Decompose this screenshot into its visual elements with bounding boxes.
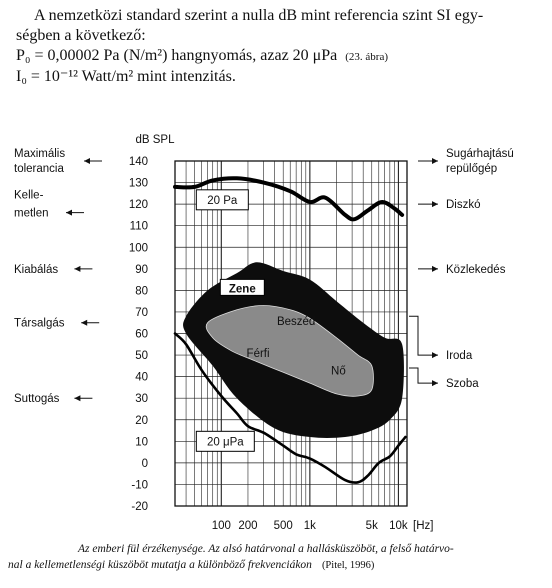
x-tick-label: 100: [211, 520, 231, 532]
left-arrow-head: [74, 266, 80, 272]
right-label: Iroda: [446, 350, 473, 363]
music-label: Zene: [228, 283, 256, 296]
left-arrow-head: [74, 395, 80, 401]
figure-caption: [8, 541, 548, 574]
left-label: Kelle-: [14, 189, 44, 202]
y-tick-label: 140: [128, 156, 148, 168]
caption-line-2-text: nal a kellemetlenségi küszöböt mutatja a különböző frekvenciákon: [8, 559, 312, 571]
x-tick-label: 200: [238, 520, 258, 532]
y-tick-label: 50: [135, 350, 148, 363]
chart-areas: [183, 262, 404, 438]
upper-threshold-label: 20 Pa: [207, 194, 238, 207]
y-tick-label: 130: [128, 177, 148, 190]
y-tick-label: 90: [135, 263, 148, 276]
office-arrow-head: [432, 352, 438, 358]
left-label: Maximális: [14, 148, 66, 160]
right-label: repülőgép: [446, 163, 498, 175]
intro-line-4: I₀ = 10⁻¹² Watt/m² mint intenzitás.: [16, 68, 236, 85]
right-label: Közlekedés: [446, 263, 506, 276]
room-bracket: [409, 368, 438, 383]
left-label: Társalgás: [14, 317, 65, 330]
y-tick-label: 70: [135, 306, 148, 319]
room-arrow-head: [432, 380, 438, 386]
x-axis-unit: [Hz]: [413, 520, 434, 532]
y-axis-label: dB SPL: [135, 134, 175, 146]
right-arrow-head: [432, 201, 438, 207]
y-tick-label: 120: [128, 199, 148, 212]
right-label: Szoba: [446, 378, 479, 391]
caption-line-2: [8, 557, 548, 574]
y-tick-label: -20: [131, 501, 148, 513]
y-tick-label: 10: [135, 436, 148, 449]
right-arrow-head: [432, 266, 438, 272]
left-label: tolerancia: [14, 163, 64, 175]
y-tick-label: 80: [135, 285, 148, 298]
right-label: Sugárhajtású: [446, 148, 514, 160]
caption-line-1: Az emberi fül érzékenysége. Az alsó határvonal a hallásküszöböt, a felső határvo-: [78, 543, 454, 555]
left-label: Kiabálás: [14, 263, 59, 276]
speech-label: Beszéd: [276, 315, 316, 328]
right-arrow-head: [432, 158, 438, 164]
left-arrow-head: [84, 158, 90, 164]
left-arrow-head: [81, 320, 87, 326]
y-tick-label: 40: [135, 371, 148, 384]
male-label: Férfi: [246, 348, 270, 361]
y-tick-label: 60: [135, 328, 148, 341]
left-label: metlen: [14, 207, 49, 220]
reference-pressure: P₀ = 0,00002 Pa (N/m²) hangnyomás, azaz 20 μPa: [16, 47, 338, 64]
left-label: Suttogás: [14, 393, 60, 406]
intro-line-2: ségben a következő:: [16, 27, 146, 44]
y-tick-label: 100: [128, 242, 148, 255]
left-arrow-head: [66, 210, 72, 216]
x-tick-label: 1k: [303, 520, 316, 532]
right-label: Diszkó: [446, 199, 481, 212]
office-bracket: [409, 316, 438, 355]
y-tick-label: 30: [135, 393, 148, 406]
caption-source: (Pitel, 1996): [321, 560, 375, 571]
y-tick-label: -10: [131, 479, 148, 492]
figure-reference: (23. ábra): [345, 51, 389, 63]
y-tick-label: 20: [135, 414, 148, 427]
y-tick-label: 110: [129, 220, 148, 233]
lower-threshold-label: 20 μPa: [206, 436, 244, 449]
y-tick-label: 0: [141, 457, 148, 470]
x-tick-label: 5k: [365, 520, 378, 532]
female-label: Nő: [331, 365, 346, 378]
x-tick-label: 500: [273, 520, 293, 532]
intro-line-1: A nemzetközi standard szerint a nulla dB mint referencia szint SI egy-: [34, 7, 484, 24]
x-tick-label: 10k: [389, 520, 408, 532]
